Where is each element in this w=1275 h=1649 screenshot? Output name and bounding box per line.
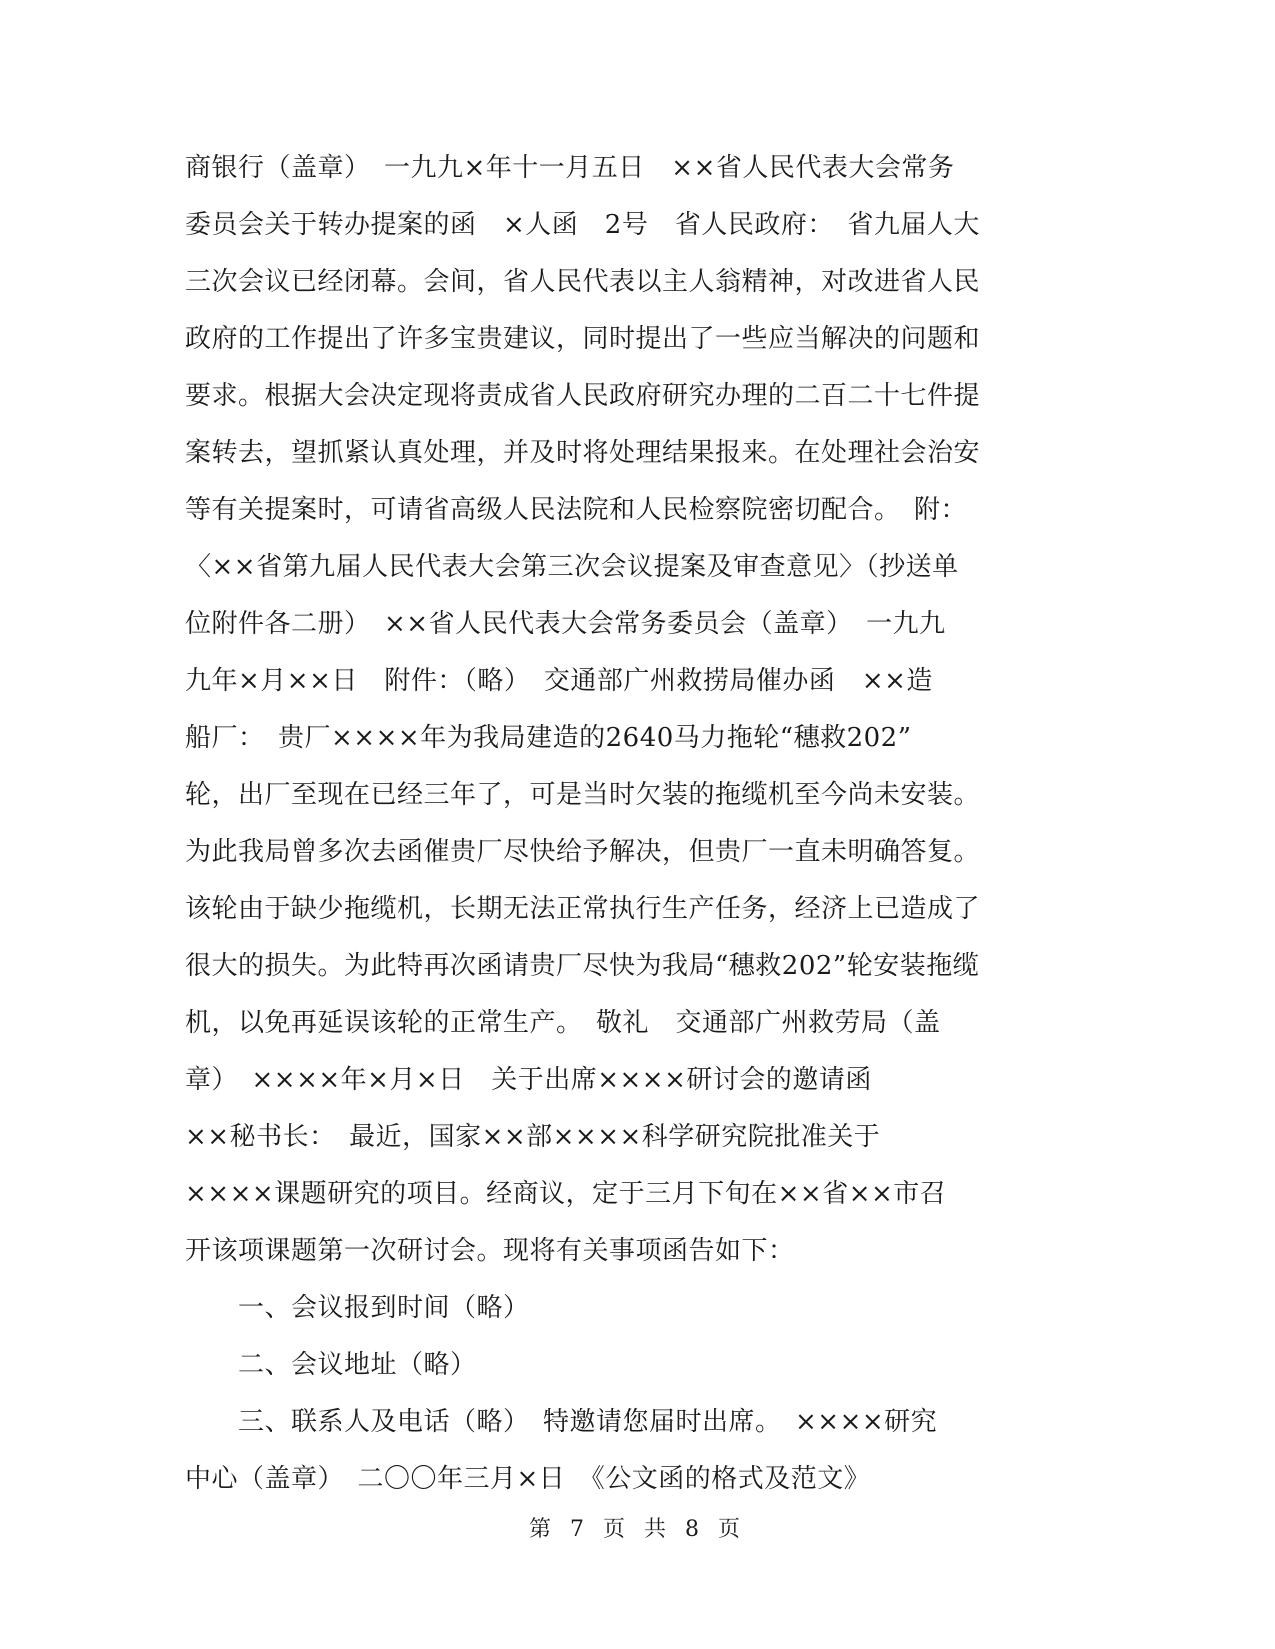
text-line: 三次会议已经闭幕。会间，省人民代表以主人翁精神，对改进省人民 [185,267,981,297]
text-line: 为此我局曾多次去函催贵厂尽快给予解决，但贵厂一直未明确答复。 [185,837,981,867]
text-line: 船厂： 贵厂××××年为我局建造的2640马力拖轮“穗救202” [185,723,912,753]
text-line: ××秘书长： 最近，国家××部××××科学研究院批准关于 [185,1122,881,1152]
text-line: 该轮由于缺少拖缆机，长期无法正常执行生产任务，经济上已造成了 [185,894,981,924]
document-body [185,140,1065,1508]
text-line: 案转去，望抓紧认真处理，并及时将处理结果报来。在处理社会治安 [185,438,981,468]
text-line: 位附件各二册） ××省人民代表大会常务委员会（盖章） 一九九 [185,609,946,639]
text-line: 政府的工作提出了许多宝贵建议，同时提出了一些应当解决的问题和 [185,324,981,354]
text-line: 中心（盖章） 二〇〇年三月×日 《公文函的格式及范文》 [185,1464,871,1494]
page-number-footer: 第 7 页 共 8 页 [529,1517,746,1542]
list-item-meeting-time: 一、会议报到时间（略） [185,1293,530,1323]
text-line: 等有关提案时，可请省高级人民法院和人民检察院密切配合。 附： [185,495,968,525]
text-line: 九年×月××日 附件：（略） 交通部广州救捞局催办函 ××造 [185,666,933,696]
text-line: 开该项课题第一次研讨会。现将有关事项函告如下： [185,1236,795,1266]
text-line: ××××课题研究的项目。经商议，定于三月下旬在××省××市召 [185,1179,947,1209]
text-line: 很大的损失。为此特再次函请贵厂尽快为我局“穗救202”轮安装拖缆 [185,951,980,981]
text-line: 机，以免再延误该轮的正常生产。 敬礼 交通部广州救劳局（盖 [185,1008,941,1038]
text-line: 委员会关于转办提案的函 ×人函 2号 省人民政府： 省九届人大 [185,210,980,240]
text-line: 商银行（盖章） 一九九×年十一月五日 ××省人民代表大会常务 [185,153,955,183]
text-line: 轮，出厂至现在已经三年了，可是当时欠装的拖缆机至今尚未安装。 [185,780,981,810]
text-line: 〈××省第九届人民代表大会第三次会议提案及审查意见〉（抄送单 [185,552,959,582]
list-item-meeting-address: 二、会议地址（略） [185,1350,477,1380]
text-line: 章） ××××年×月×日 关于出席××××研讨会的邀请函 [185,1065,872,1095]
list-item-contact: 三、联系人及电话（略） 特邀请您届时出席。 ××××研究 [185,1407,938,1437]
text-line: 要求。根据大会决定现将责成省人民政府研究办理的二百二十七件提 [185,381,981,411]
